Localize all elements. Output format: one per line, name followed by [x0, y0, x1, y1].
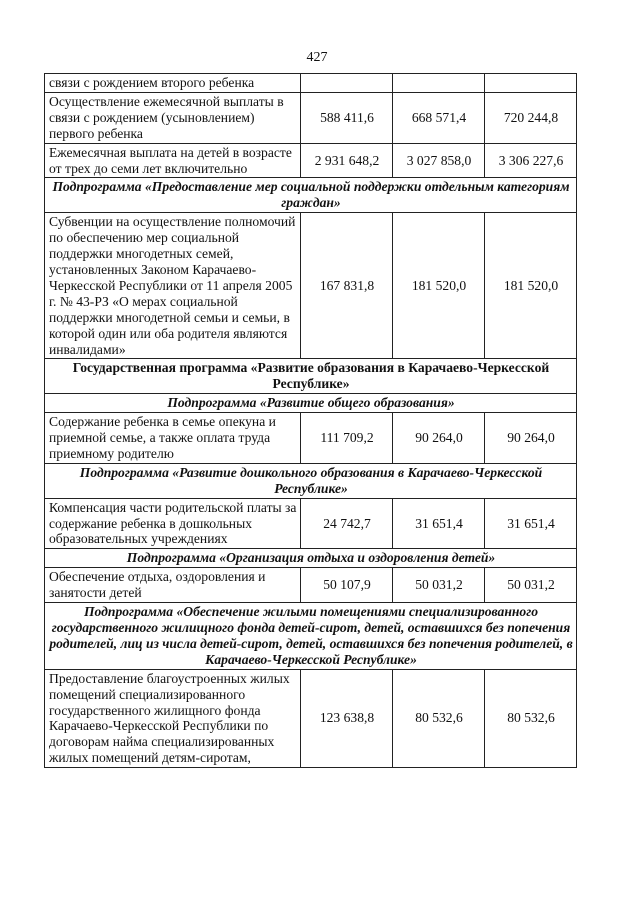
- row-value-2: 181 520,0: [393, 213, 485, 359]
- row-value-1: 24 742,7: [301, 498, 393, 549]
- row-value-1: 588 411,6: [301, 92, 393, 143]
- row-name: Компенсация части родительской платы за содержание ребенка в дошкольных образовательных учреждениях: [45, 498, 301, 549]
- table-row: [45, 669, 577, 767]
- subprogram-title: Подпрограмма «Развитие дошкольного образования в Карачаево-Черкесской Республике»: [45, 463, 577, 498]
- row-value-3: 80 532,6: [485, 669, 577, 767]
- row-value-3: 50 031,2: [485, 568, 577, 603]
- row-value-3: 3 306 227,6: [485, 143, 577, 178]
- row-value-1: 123 638,8: [301, 669, 393, 767]
- table-row: [45, 498, 577, 549]
- subprogram-title: Подпрограмма «Организация отдыха и оздоровления детей»: [45, 549, 577, 568]
- row-name: Субвенции на осуществление полномочий по обеспечению мер социальной поддержки многодетных семей, установленных Законом Карачаево-Черкесской Республики от 11 апреля 2005 г. № 43-РЗ «О мерах социальной поддержки многодетной семьи и семьи, в которой один или оба родителя являются инвалидами»: [45, 213, 301, 359]
- table-row: [45, 213, 577, 359]
- table-row: [45, 92, 577, 143]
- row-value-2: 31 651,4: [393, 498, 485, 549]
- row-value-1: [301, 74, 393, 93]
- subprogram-title: Подпрограмма «Предоставление мер социальной поддержки отдельным категориям граждан»: [45, 178, 577, 213]
- row-name: связи с рождением второго ребенка: [45, 74, 301, 93]
- subprogram-header-row: [45, 463, 577, 498]
- subprogram-header-row: [45, 394, 577, 413]
- row-value-2: [393, 74, 485, 93]
- subprogram-header-row: [45, 603, 577, 670]
- subprogram-header-row: [45, 178, 577, 213]
- row-name: Осуществление ежемесячной выплаты в связи с рождением (усыновлением) первого ребенка: [45, 92, 301, 143]
- row-value-3: [485, 74, 577, 93]
- subprogram-title: Подпрограмма «Обеспечение жилыми помещениями специализированного государственного жилищного фонда детей-сирот, детей, оставшихся без попечения родителей, лиц из числа детей-сирот, детей, оставшихся без попечения родителей, в Карачаево-Черкесской Республике»: [45, 603, 577, 670]
- budget-table: [44, 73, 577, 768]
- subprogram-title: Подпрограмма «Развитие общего образования»: [45, 394, 577, 413]
- row-value-3: 181 520,0: [485, 213, 577, 359]
- row-value-2: 668 571,4: [393, 92, 485, 143]
- row-value-1: 50 107,9: [301, 568, 393, 603]
- page-number: 427: [306, 50, 328, 65]
- table-row: [45, 413, 577, 464]
- subprogram-header-row: [45, 549, 577, 568]
- row-name: Содержание ребенка в семье опекуна и приемной семье, а также оплата труда приемному родителю: [45, 413, 301, 464]
- program-header-row: [45, 359, 577, 394]
- row-value-2: 3 027 858,0: [393, 143, 485, 178]
- row-value-3: 90 264,0: [485, 413, 577, 464]
- table-row: [45, 74, 577, 93]
- row-value-2: 90 264,0: [393, 413, 485, 464]
- row-value-3: 720 244,8: [485, 92, 577, 143]
- row-value-1: 167 831,8: [301, 213, 393, 359]
- row-name: Ежемесячная выплата на детей в возрасте от трех до семи лет включительно: [45, 143, 301, 178]
- row-name: Обеспечение отдыха, оздоровления и занятости детей: [45, 568, 301, 603]
- row-value-2: 50 031,2: [393, 568, 485, 603]
- row-value-3: 31 651,4: [485, 498, 577, 549]
- table-row: [45, 568, 577, 603]
- program-title: Государственная программа «Развитие образования в Карачаево-Черкесской Республике»: [45, 359, 577, 394]
- row-name: Предоставление благоустроенных жилых помещений специализированного государственного жилищного фонда Карачаево-Черкесской Республики по договорам найма специализированных жилых помещений детям-сиротам,: [45, 669, 301, 767]
- row-value-2: 80 532,6: [393, 669, 485, 767]
- row-value-1: 111 709,2: [301, 413, 393, 464]
- table-row: [45, 143, 577, 178]
- row-value-1: 2 931 648,2: [301, 143, 393, 178]
